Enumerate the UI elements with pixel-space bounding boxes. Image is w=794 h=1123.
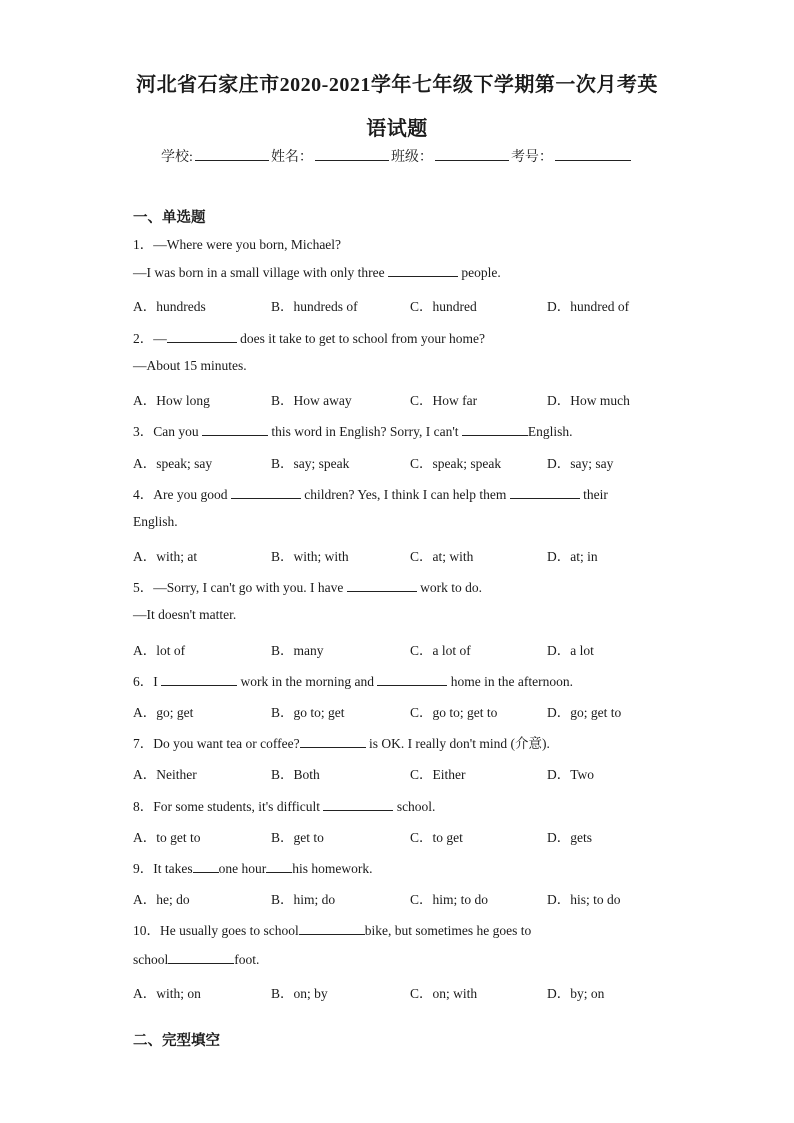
answer-blank — [168, 951, 234, 964]
question-5-prompt: 5．—Sorry, I can't go with you. I have work to do. — [133, 580, 483, 595]
option-c: C．on; with — [410, 986, 478, 1001]
option-a: A．go; get — [133, 705, 194, 720]
option-c: C．hundred — [410, 299, 477, 314]
question-2-prompt: 2．— does it take to get to school from your home? — [133, 331, 485, 346]
option-c: C．him; to do — [410, 892, 489, 907]
option-d: D．a lot — [547, 643, 594, 658]
answer-blank — [510, 486, 580, 499]
answer-blank — [377, 673, 447, 686]
question-3-prompt: 3．Can you this word in English? Sorry, I can't English. — [133, 424, 573, 439]
question-2-options — [133, 389, 673, 407]
question-10-options — [133, 982, 673, 1000]
option-b: B．him; do — [271, 892, 336, 907]
question-6-options — [133, 701, 673, 719]
option-c: C．go to; get to — [410, 705, 498, 720]
answer-blank — [231, 486, 301, 499]
question-6-prompt: 6．I work in the morning and home in the afternoon. — [133, 674, 573, 689]
option-a: A．with; at — [133, 549, 198, 564]
option-a: A．How long — [133, 393, 210, 408]
option-c: C．to get — [410, 830, 463, 845]
option-d: D．at; in — [547, 549, 598, 564]
option-a: A．with; on — [133, 986, 201, 1001]
option-b: B．say; speak — [271, 456, 350, 471]
question-4-prompt-cont: English. — [133, 514, 178, 529]
question-2-answer-line: —About 15 minutes. — [133, 358, 247, 373]
option-b: B．get to — [271, 830, 324, 845]
option-a: A．hundreds — [133, 299, 206, 314]
question-7-options — [133, 763, 673, 781]
class-label: 班级： — [390, 150, 433, 165]
option-a: A．to get to — [133, 830, 201, 845]
school-blank — [195, 146, 269, 161]
question-10-prompt-cont: school foot. — [133, 952, 260, 967]
question-5-options — [133, 639, 673, 657]
option-d: D．go; get to — [547, 705, 622, 720]
option-c: C．Either — [410, 767, 466, 782]
option-d: D．How much — [547, 393, 630, 408]
exam-title-line-2: 语试题 — [366, 118, 428, 140]
answer-blank — [167, 330, 237, 343]
option-b: B．many — [271, 643, 324, 658]
option-d: D．say; say — [547, 456, 614, 471]
exam-title-line-1: 河北省石家庄市2020-2021学年七年级下学期第一次月考英 — [136, 74, 658, 96]
option-d: D．by; on — [547, 986, 605, 1001]
question-1-answer-line: —I was born in a small village with only three people. — [133, 265, 501, 280]
question-3-options — [133, 452, 673, 470]
number-blank — [555, 146, 631, 161]
question-4-options — [133, 545, 673, 563]
option-c: C．a lot of — [410, 643, 471, 658]
question-9-options — [133, 888, 673, 906]
answer-blank — [193, 860, 219, 873]
option-a: A．lot of — [133, 643, 186, 658]
question-8-prompt: 8．For some students, it's difficult school. — [133, 799, 436, 814]
option-b: B．Both — [271, 767, 320, 782]
option-a: A．he; do — [133, 892, 190, 907]
option-d: D．hundred of — [547, 299, 630, 314]
question-1-options — [133, 295, 673, 313]
answer-blank — [347, 579, 417, 592]
name-blank — [315, 146, 389, 161]
name-label: 姓名： — [270, 150, 313, 165]
option-d: D．his; to do — [547, 892, 621, 907]
option-c: C．How far — [410, 393, 478, 408]
student-info-row — [0, 146, 794, 166]
question-8-options — [133, 826, 673, 844]
question-7-prompt: 7．Do you want tea or coffee? is OK. I really don't mind (介意). — [133, 736, 550, 751]
option-c: C．speak; speak — [410, 456, 502, 471]
option-c: C．at; with — [410, 549, 474, 564]
answer-blank — [161, 673, 237, 686]
option-a: A．Neither — [133, 767, 197, 782]
question-1-prompt: 1．—Where were you born, Michael? — [133, 237, 342, 252]
option-d: D．Two — [547, 767, 595, 782]
section-heading-single-choice: 一、单选题 — [133, 210, 206, 226]
class-blank — [435, 146, 509, 161]
option-b: B．on; by — [271, 986, 328, 1001]
option-b: B．go to; get — [271, 705, 345, 720]
question-4-prompt: 4．Are you good children? Yes, I think I can help them their — [133, 487, 608, 502]
option-b: B．hundreds of — [271, 299, 358, 314]
school-label: 学校: — [161, 150, 193, 165]
question-10-prompt: 10．He usually goes to school bike, but sometimes he goes to — [133, 923, 532, 938]
answer-blank — [323, 798, 393, 811]
answer-blank — [299, 922, 365, 935]
option-b: B．How away — [271, 393, 352, 408]
answer-blank — [388, 264, 458, 277]
answer-blank — [462, 423, 528, 436]
answer-blank — [266, 860, 292, 873]
number-label: 考号： — [510, 150, 553, 165]
question-5-answer-line: —It doesn't matter. — [133, 607, 237, 622]
question-9-prompt: 9．It takes one hour his homework. — [133, 861, 373, 876]
answer-blank — [300, 735, 366, 748]
answer-blank — [202, 423, 268, 436]
option-a: A．speak; say — [133, 456, 213, 471]
option-d: D．gets — [547, 830, 592, 845]
section-heading-cloze: 二、完型填空 — [133, 1033, 220, 1049]
option-b: B．with; with — [271, 549, 349, 564]
